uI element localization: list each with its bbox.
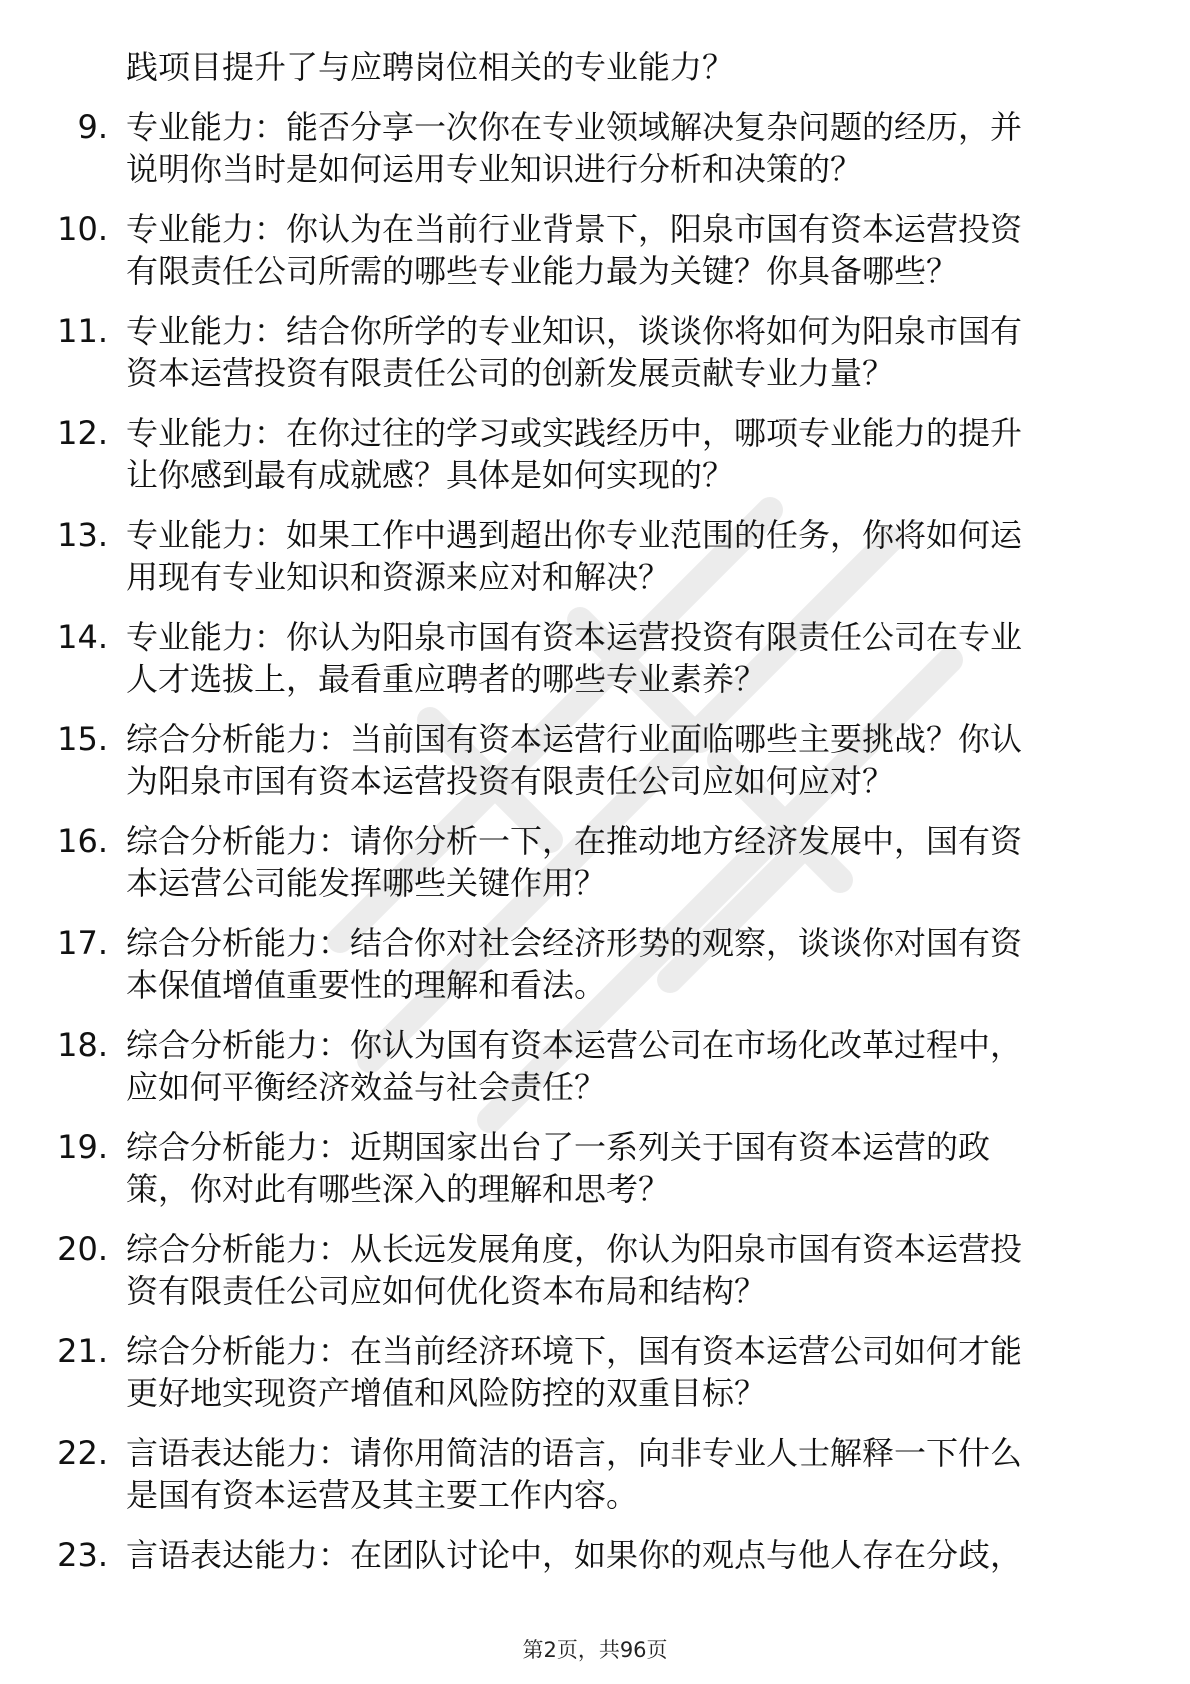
question-number-label: 17. [57, 924, 108, 962]
question-text-line: 专业能力：如果工作中遇到超出你专业范围的任务，你将如何运 [126, 516, 1023, 554]
question-text-line: 综合分析能力：结合你对社会经济形势的观察，谈谈你对国有资 [126, 924, 1023, 962]
question-item [56, 412, 1116, 496]
question-text [126, 1534, 1116, 1576]
question-text-line: 专业能力：你认为在当前行业背景下，阳泉市国有资本运营投资 [126, 210, 1023, 248]
question-number-label: 15. [57, 720, 108, 758]
question-text [126, 412, 1116, 496]
question-item [56, 616, 1116, 700]
question-text [126, 106, 1116, 190]
question-text-line: 本保值增值重要性的理解和看法。 [126, 966, 607, 1004]
question-text-line: 资本运营投资有限责任公司的创新发展贡献专业力量？ [126, 354, 895, 392]
question-number [56, 1126, 126, 1168]
question-item [56, 1330, 1116, 1414]
question-number [56, 208, 126, 250]
question-number-label: 21. [57, 1332, 108, 1370]
question-item [56, 106, 1116, 190]
question-text [126, 1228, 1116, 1312]
continuation-line: 践项目提升了与应聘岗位相关的专业能力？ [126, 48, 735, 86]
question-number [56, 1330, 126, 1372]
question-text-line: 应如何平衡经济效益与社会责任？ [126, 1068, 607, 1106]
question-number [56, 106, 126, 148]
question-number-label: 18. [57, 1026, 108, 1064]
question-text-line: 有限责任公司所需的哪些专业能力最为关键？你具备哪些？ [126, 252, 959, 290]
question-text [126, 718, 1116, 802]
question-number [56, 1228, 126, 1270]
question-number-label: 9. [77, 108, 108, 146]
question-number-label: 12. [57, 414, 108, 452]
question-number [56, 1432, 126, 1474]
question-item [56, 922, 1116, 1006]
question-text-line: 是国有资本运营及其主要工作内容。 [126, 1476, 639, 1514]
question-text-line: 综合分析能力：请你分析一下，在推动地方经济发展中，国有资 [126, 822, 1023, 860]
question-text-line: 用现有专业知识和资源来应对和解决？ [126, 558, 671, 596]
question-text-line: 说明你当时是如何运用专业知识进行分析和决策的？ [126, 150, 863, 188]
question-number-label: 20. [57, 1230, 108, 1268]
question-text-line: 综合分析能力：在当前经济环境下，国有资本运营公司如何才能 [126, 1332, 1023, 1370]
question-number-label: 10. [57, 210, 108, 248]
question-text-line: 为阳泉市国有资本运营投资有限责任公司应如何应对？ [126, 762, 895, 800]
question-number-label: 11. [57, 312, 108, 350]
question-text [126, 514, 1116, 598]
question-text-line: 专业能力：在你过往的学习或实践经历中，哪项专业能力的提升 [126, 414, 1023, 452]
question-text-line: 言语表达能力：请你用简洁的语言，向非专业人士解释一下什么 [126, 1434, 1023, 1472]
question-item [56, 208, 1116, 292]
question-text-line: 让你感到最有成就感？具体是如何实现的？ [126, 456, 735, 494]
question-text [126, 1126, 1116, 1210]
question-text-line: 本运营公司能发挥哪些关键作用？ [126, 864, 607, 902]
question-item [56, 1228, 1116, 1312]
question-list [56, 106, 1116, 1576]
question-number [56, 922, 126, 964]
page-footer: 第2页，共96页 [522, 1638, 668, 1662]
question-text-line: 综合分析能力：当前国有资本运营行业面临哪些主要挑战？你认 [126, 720, 1023, 758]
question-number-label: 13. [57, 516, 108, 554]
question-number-label: 16. [57, 822, 108, 860]
question-item [56, 514, 1116, 598]
question-number [56, 820, 126, 862]
question-text-line: 更好地实现资产增值和风险防控的双重目标？ [126, 1374, 767, 1412]
question-number [56, 718, 126, 760]
question-item [56, 1432, 1116, 1516]
question-text [126, 1024, 1116, 1108]
question-number [56, 616, 126, 658]
question-text-line: 综合分析能力：你认为国有资本运营公司在市场化改革过程中， [126, 1026, 1023, 1064]
question-number [56, 1024, 126, 1066]
question-text-line: 策，你对此有哪些深入的理解和思考？ [126, 1170, 671, 1208]
question-text-line: 专业能力：你认为阳泉市国有资本运营投资有限责任公司在专业 [126, 618, 1023, 656]
question-text-line: 言语表达能力：在团队讨论中，如果你的观点与他人存在分歧， [126, 1536, 1023, 1574]
question-number-label: 23. [57, 1536, 108, 1574]
question-text-line: 专业能力：能否分享一次你在专业领域解决复杂问题的经历，并 [126, 108, 1023, 146]
question-text [126, 922, 1116, 1006]
question-number [56, 412, 126, 454]
question-item [56, 310, 1116, 394]
question-text [126, 820, 1116, 904]
question-text-line: 资有限责任公司应如何优化资本布局和结构？ [126, 1272, 767, 1310]
question-text [126, 208, 1116, 292]
question-number [56, 310, 126, 352]
question-text-line: 综合分析能力：从长远发展角度，你认为阳泉市国有资本运营投 [126, 1230, 1023, 1268]
question-item [56, 1024, 1116, 1108]
question-item [56, 820, 1116, 904]
question-text-line: 专业能力：结合你所学的专业知识，谈谈你将如何为阳泉市国有 [126, 312, 1023, 350]
question-number [56, 514, 126, 556]
question-number-label: 22. [57, 1434, 108, 1472]
question-item [56, 1126, 1116, 1210]
question-text [126, 1432, 1116, 1516]
question-item [56, 1534, 1116, 1576]
question-number [56, 1534, 126, 1576]
question-number-label: 19. [57, 1128, 108, 1166]
question-content [56, 46, 1116, 1594]
question-number-label: 14. [57, 618, 108, 656]
question-item [56, 718, 1116, 802]
question-text [126, 310, 1116, 394]
question-text [126, 616, 1116, 700]
question-text-line: 综合分析能力：近期国家出台了一系列关于国有资本运营的政 [126, 1128, 991, 1166]
question-text [126, 1330, 1116, 1414]
question-text-line: 人才选拔上，最看重应聘者的哪些专业素养？ [126, 660, 767, 698]
